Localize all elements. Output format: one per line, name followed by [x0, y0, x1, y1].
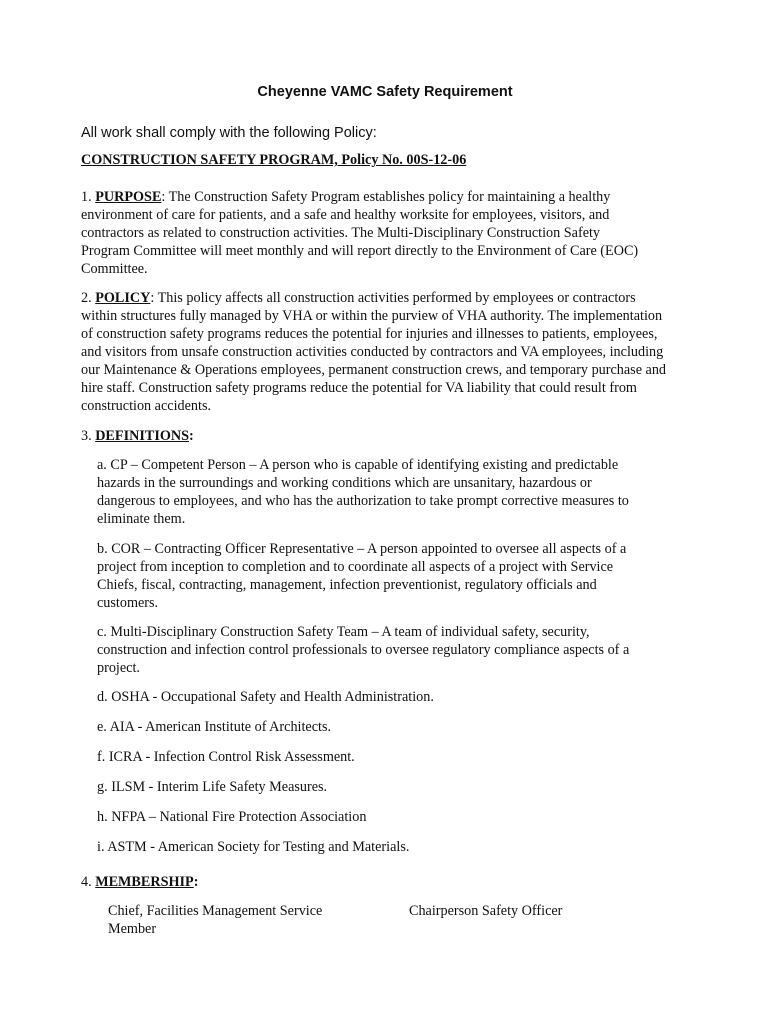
section-text: our Maintenance & Operations employees, permanent construction crews, and temporary purchase and	[81, 362, 667, 378]
document-title: Cheyenne VAMC Safety Requirement	[257, 84, 513, 100]
section-text: within structures fully managed by VHA or within the purview of VHA authority. The implementation	[81, 308, 663, 324]
policy-line-1	[81, 289, 691, 307]
definition-text: b. COR – Contracting Officer Representative – A person appointed to oversee all aspects of a	[97, 541, 627, 557]
definition-text: project from inception to completion and to coordinate all aspects of a project with Service	[97, 559, 614, 575]
definition-item	[97, 540, 687, 612]
section-text: : This policy affects all construction activities performed by employees or contractors	[150, 290, 636, 306]
definition-text: customers.	[97, 595, 159, 611]
definition-text: project.	[97, 660, 140, 676]
member-title: Chief, Facilities Management Service	[108, 903, 323, 919]
definition-text: c. Multi-Disciplinary Construction Safety Team – A team of individual safety, security,	[97, 624, 590, 640]
member-title: Chairperson Safety Officer	[409, 903, 563, 919]
intro-text: All work shall comply with the following Policy:	[81, 125, 377, 141]
section-heading: PURPOSE	[95, 189, 162, 205]
definition-item	[97, 778, 687, 796]
section-number: 2.	[81, 290, 92, 306]
section-text: : The Construction Safety Program establishes policy for maintaining a healthy	[161, 189, 611, 205]
section-text: contractors as related to construction activities. The Multi-Disciplinary Construction Safety	[81, 225, 601, 241]
policy-reference: CONSTRUCTION SAFETY PROGRAM, Policy No. 00S-12-06	[81, 152, 467, 168]
section-text: of construction safety programs reduces the potential for injuries and illnesses to patients, employees,	[81, 326, 658, 342]
definition-text: hazards in the surroundings and working conditions which are unsanitary, hazardous or	[97, 475, 592, 491]
definition-item	[97, 623, 687, 677]
definition-text: g. ILSM - Interim Life Safety Measures.	[97, 779, 328, 795]
definition-text: dangerous to employees, and who has the authorization to take prompt corrective measures to	[97, 493, 629, 509]
section-text: Program Committee will meet monthly and will report directly to the Environment of Care (EOC)	[81, 243, 639, 259]
section-heading: POLICY	[95, 290, 151, 306]
heading-colon: :	[193, 874, 199, 890]
section-text: hire staff. Construction safety programs reduce the potential for VA liability that could result from	[81, 380, 637, 396]
definition-text: d. OSHA - Occupational Safety and Health Administration.	[97, 689, 434, 705]
definition-text: f. ICRA - Infection Control Risk Assessment.	[97, 749, 355, 765]
heading-colon: :	[189, 428, 194, 444]
definition-text: i. ASTM - American Society for Testing and Materials.	[97, 839, 410, 855]
definition-text: a. CP – Competent Person – A person who is capable of identifying existing and predictable	[97, 457, 619, 473]
definition-item	[97, 688, 687, 706]
purpose-line-1	[81, 188, 691, 206]
definition-item	[97, 456, 687, 528]
definition-text: eliminate them.	[97, 511, 186, 527]
definition-text: e. AIA - American Institute of Architects.	[97, 719, 332, 735]
definition-text: Chiefs, fiscal, contracting, management, infection preventionist, regulatory officials and	[97, 577, 597, 593]
section-text: environment of care for patients, and a safe and healthy worksite for employees, visitors, and	[81, 207, 610, 223]
definition-item	[97, 718, 687, 736]
section-number: 1.	[81, 189, 92, 205]
definition-item	[97, 838, 687, 856]
section-definitions-heading	[81, 427, 691, 445]
definition-text: construction and infection control professionals to oversee regulatory compliance aspects of a	[97, 642, 630, 658]
member-role: Member	[108, 921, 157, 937]
section-policy	[81, 289, 691, 415]
definition-text: h. NFPA – National Fire Protection Association	[97, 809, 367, 825]
definition-item	[97, 748, 687, 766]
membership-left-column	[108, 902, 322, 938]
section-membership-heading	[81, 873, 691, 891]
definition-item	[97, 808, 687, 826]
section-heading: DEFINITIONS	[95, 428, 190, 444]
section-number: 3.	[81, 428, 92, 444]
section-text: Committee.	[81, 261, 148, 277]
section-purpose	[81, 188, 691, 278]
section-heading: MEMBERSHIP	[95, 874, 194, 890]
section-text: and visitors from unsafe construction activities conducted by contractors and VA employees, including	[81, 344, 664, 360]
membership-right-column	[409, 902, 562, 920]
section-number: 4.	[81, 874, 92, 890]
section-text: construction accidents.	[81, 398, 212, 414]
